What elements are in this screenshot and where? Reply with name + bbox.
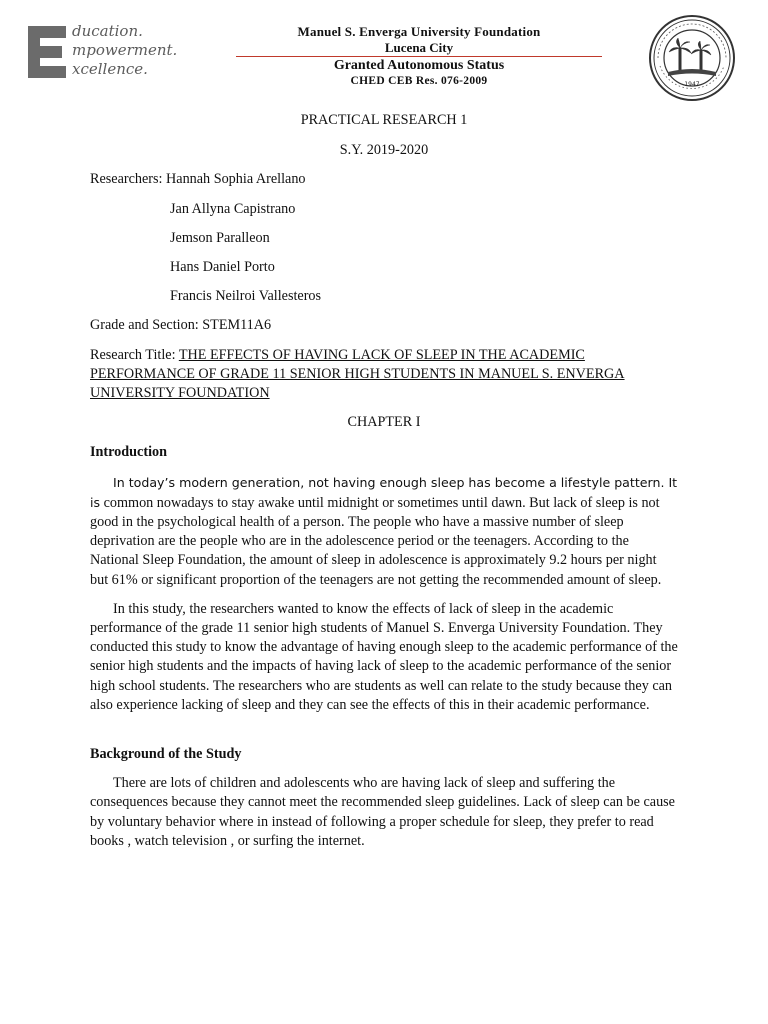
researcher-name: Hans Daniel Porto bbox=[170, 259, 275, 276]
letterhead bbox=[236, 24, 602, 88]
intro-first-line: In today’s modern generation, not having enough sleep has become a lifestyle pattern. It is bbox=[90, 474, 678, 510]
researcher-name: Hannah Sophia Arellano bbox=[166, 171, 306, 188]
researcher-name: Jemson Paralleon bbox=[170, 229, 270, 246]
ched-resolution: CHED CEB Res. 076-2009 bbox=[350, 75, 488, 87]
research-title-block bbox=[90, 346, 678, 404]
introduction-paragraph-2: In this study, the researchers wanted to know the effects of lack of sleep in the academic performance of the grade 11 senior high students of Manuel S. Enverga University Foundation. They conducted this study to know the advantage of having enough sleep to the academic performance of the senior high students and the impacts of having lack of sleep to the academic performance of the senior high school students. The researchers who are students as well can relate to the study because they can also experience lacking of sleep and they can see the effects of this in their academic performance. bbox=[90, 600, 678, 713]
logo-line-empowerment: mpowerment. bbox=[72, 41, 178, 59]
grade-section: Grade and Section: STEM11A6 bbox=[90, 317, 272, 334]
researchers-block bbox=[90, 170, 678, 306]
university-seal bbox=[648, 14, 736, 102]
background-paragraph-1: There are lots of children and adolescents who are having lack of sleep and suffering the consequences because they cannot meet the recommended sleep guidelines. Lack of sleep can be cause by voluntary behavior where in instead of following a proper schedule for sleep, they prefer to read books , watch television , or surfing the internet. bbox=[90, 775, 675, 849]
school-year: S.Y. 2019-2020 bbox=[339, 142, 429, 159]
autonomous-status: Granted Autonomous Status bbox=[333, 58, 505, 73]
researcher-name: Jan Allyna Capistrano bbox=[170, 200, 296, 217]
research-title: THE EFFECTS OF HAVING LACK OF SLEEP IN THE ACADEMIC PERFORMANCE OF GRADE 11 SENIOR HIGH STUDENTS IN MANUEL S. ENVERGA UNIVERSITY FOUNDATION bbox=[90, 346, 625, 402]
intro-rest: common nowadays to stay awake until midnight or sometimes until dawn. But lack of sleep is not good in the psychological health of a person. The people who have a massive number of sleep deprivation are the people who are in the adolescence period or the teenagers. According to the National Sleep Foundation, the amount of sleep in adolescence is approximately 9.2 hours per night but 61% or significant proportion of the teenagers are not getting the recommended amount of sleep. bbox=[90, 494, 662, 588]
researcher-name: Francis Neilroi Vallesteros bbox=[170, 288, 322, 305]
seal-year: 1947 bbox=[684, 81, 700, 88]
document-body bbox=[90, 108, 678, 851]
researchers-label: Researchers: bbox=[90, 171, 163, 188]
introduction-heading: Introduction bbox=[90, 444, 167, 461]
course-title: PRACTICAL RESEARCH 1 bbox=[300, 112, 468, 128]
logo-line-education: ducation. bbox=[72, 22, 143, 40]
letterhead-rule bbox=[236, 56, 602, 57]
logo-line-excellence: xcellence. bbox=[72, 60, 148, 78]
researchers-row-1 bbox=[90, 170, 678, 189]
introduction-paragraph-1 bbox=[90, 473, 678, 590]
university-city: Lucena City bbox=[384, 40, 454, 55]
university-name: Manuel S. Enverga University Foundation bbox=[297, 24, 541, 39]
logo-e-mark bbox=[28, 26, 66, 78]
research-title-label: Research Title: bbox=[90, 346, 176, 363]
chapter-heading: CHAPTER I bbox=[347, 414, 421, 431]
university-logo bbox=[28, 20, 218, 82]
background-heading: Background of the Study bbox=[90, 746, 242, 763]
